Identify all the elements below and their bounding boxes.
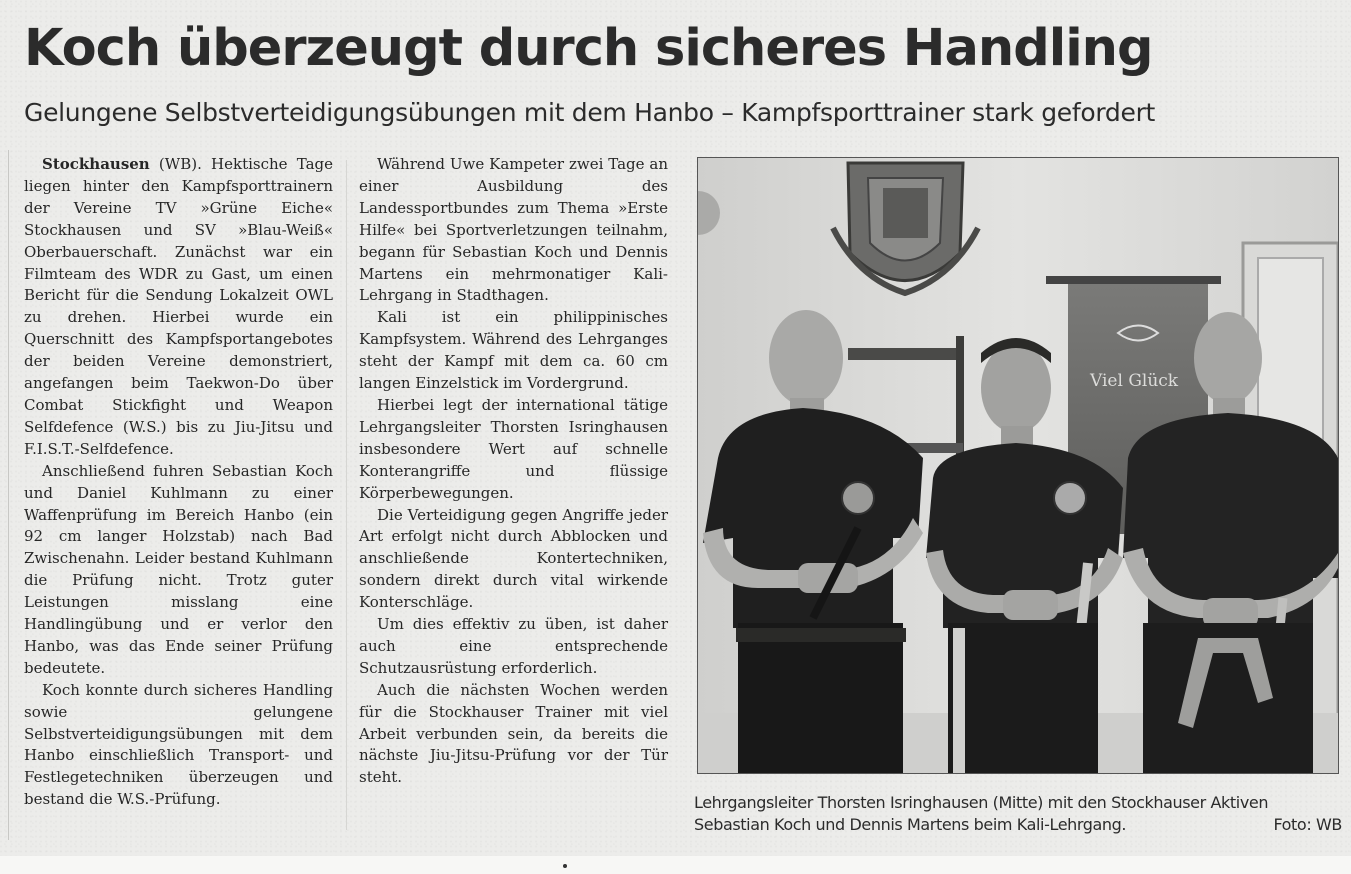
article-paragraph: Um dies effektiv zu üben, ist daher auch eine entsprechende Schutzausrüstung erforderlich.: [359, 615, 668, 677]
article-paragraph: Kali ist ein philippinisches Kampfsystem. Während des Lehrganges steht der Kampf mit dem ca. 60 cm langen Einzelstick im Vordergrund.: [359, 308, 668, 393]
article-paragraph: Anschließend fuhren Sebastian Koch und Daniel Kuhlmann zu einer Waffenprüfung im Bereich Hanbo (ein 92 cm langer Holzstab) nach Bad Zwischenahn. Leider bestand Kuhlmann die Prüfung nicht. Trotz guter Leistungen misslang eine Handlingübung und er verlor den Hanbo, was das Ende seiner Prüfung bedeutete.: [24, 461, 333, 677]
photo-credit: Foto: WB: [1273, 815, 1342, 834]
article-paragraph: Während Uwe Kampeter zwei Tage an einer Ausbildung des Landessportbundes zum Thema »Erste Hilfe« bei Sportverletzungen teilnahm, begann für Sebastian Koch und Dennis Martens ein mehrmonatiger Kali-Lehrgang in Stadthagen.: [359, 155, 668, 305]
scan-speck: [563, 864, 567, 868]
article-paragraph: Auch die nächsten Wochen werden für die Stockhauser Trainer mit viel Arbeit verbunden sein, da bereits die nächste Jiu-Jitsu-Prüfung vor der Tür steht.: [359, 680, 668, 787]
scan-margin: [0, 856, 1351, 874]
caption-line-1: Lehrgangsleiter Thorsten Isringhausen (Mitte) mit den Stockhauser Aktiven: [694, 793, 1269, 812]
article-subheadline: Gelungene Selbstverteidigungsübungen mit dem Hanbo – Kampfsporttrainer stark gefordert: [24, 98, 1156, 127]
caption-line-2: Sebastian Koch und Dennis Martens beim Kali-Lehrgang.: [694, 815, 1127, 834]
column-divider: [346, 160, 347, 830]
dateline: Stockhausen: [42, 155, 150, 173]
photo-caption: [694, 792, 1342, 836]
article-paragraph: Hierbei legt der international tätige Lehrgangsleiter Thorsten Isringhausen insbesondere Wert auf schnelle Konterangriffe und flüssige Körperbewegungen.: [359, 395, 668, 502]
banner-text: Viel Glück: [1090, 371, 1179, 391]
article-column-2: [359, 154, 668, 844]
article-photo: [697, 157, 1339, 774]
article-paragraph: Die Verteidigung gegen Angriffe jeder Art erfolgt nicht durch Abblocken und anschließende Kontertechniken, sondern direkt durch vital wirkende Konterschläge.: [359, 505, 668, 612]
article-headline: Koch überzeugt durch sicheres Handling: [24, 19, 1153, 78]
article-paragraph: Koch konnte durch sicheres Handling sowie gelungene Selbstverteidigungsübungen mit dem Hanbo einschließlich Transport- und Festlegetechniken überzeugen und bestand die W.S.-Prüfung.: [24, 680, 333, 809]
article-column-1: [24, 154, 333, 844]
paragraph-text: (WB). Hektische Tage liegen hinter den Kampfsporttrainern der Vereine TV »Grüne Eiche« Stockhausen und SV »Blau-Weiß« Oberbauerschaft. Zunächst war ein Filmteam des WDR zu Gast, um einen Bericht für die Sendung Lokalzeit OWL zu drehen. Hierbei wurde ein Querschnitt des Kampfsportangebotes der beiden Vereine demonstriert, angefangen beim Taekwon-Do über Combat Stickfight und Weapon Selfdefence (W.S.) bis zu Jiu-Jitsu und F.I.S.T.-Selfdefence.: [24, 155, 333, 458]
page-edge-rule: [8, 150, 9, 840]
article-paragraph: [24, 154, 333, 461]
